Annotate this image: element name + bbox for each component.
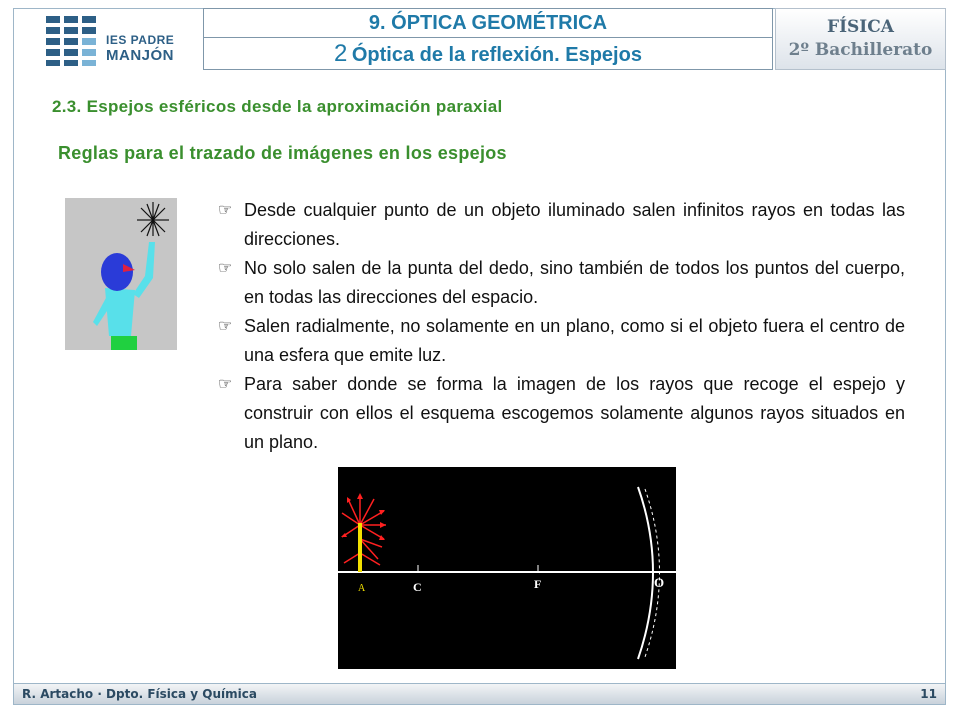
- pointing-hand-icon: ☞: [218, 376, 233, 393]
- rules-title: Reglas para el trazado de imágenes en los espejos: [58, 143, 507, 163]
- list-item-text: Para saber donde se forma la imagen de los rayos que recoge el espejo y construir con ellos el esquema escogemos solamente algunos rayos situados en un plano.: [244, 374, 905, 452]
- logo-text-line2: MANJÓN: [106, 47, 175, 64]
- lesson-name: Óptica de la reflexión. Espejos: [351, 44, 642, 66]
- list-item-text: Desde cualquier punto de un objeto iluminado salen infinitos rayos en todas las direcciones.: [244, 200, 905, 249]
- pointing-hand-icon: ☞: [218, 318, 233, 335]
- course-name: 2º Bachillerato: [788, 40, 933, 60]
- lesson-number: 2: [334, 40, 348, 67]
- subject-name: FÍSICA: [827, 17, 894, 37]
- object-arrow: [358, 523, 362, 572]
- concave-mirror-diagram: [338, 467, 676, 669]
- list-item-text: Salen radialmente, no solamente en un plano, como si el objeto fuera el centro de una esfera que emite luz.: [244, 316, 905, 365]
- person-pointing-icon: [65, 198, 177, 350]
- person-illustration: [65, 198, 177, 350]
- footer-bar: [13, 683, 946, 705]
- list-item: [212, 196, 905, 254]
- rules-list: [212, 196, 905, 457]
- section-title: 2.3. Espejos esféricos desde la aproximación paraxial: [52, 97, 503, 116]
- pointing-hand-icon: ☞: [218, 202, 233, 219]
- lesson-title: [204, 40, 772, 68]
- logo-grid-icon: [42, 12, 102, 68]
- pointing-hand-icon: ☞: [218, 260, 233, 277]
- logo-text-line1: IES PADRE: [106, 33, 175, 47]
- mirror-ray-diagram: [338, 467, 676, 669]
- list-item: [212, 370, 905, 457]
- page-number: 11: [920, 687, 937, 701]
- footer-author: R. Artacho · Dpto. Física y Química: [22, 687, 257, 701]
- header-divider: [204, 37, 772, 38]
- header-title-box: [203, 8, 773, 70]
- subject-box: [775, 8, 946, 70]
- focus-label: F: [534, 577, 542, 591]
- vertex-label: O: [654, 575, 665, 590]
- center-label: C: [413, 580, 422, 594]
- object-label: A: [358, 583, 366, 594]
- list-item-text: No solo salen de la punta del dedo, sino también de todos los puntos del cuerpo, en todas las direcciones del espacio.: [244, 258, 905, 307]
- list-item: [212, 312, 905, 370]
- unit-title: 9. ÓPTICA GEOMÉTRICA: [368, 12, 608, 34]
- list-item: [212, 254, 905, 312]
- ray-bundle: [342, 495, 386, 565]
